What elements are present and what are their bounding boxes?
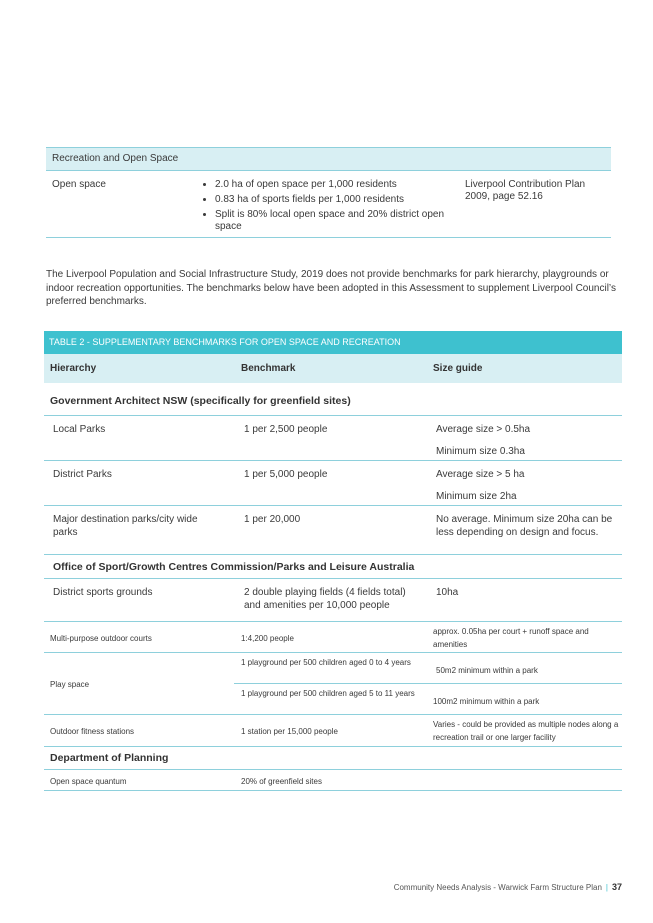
footer-divider: |: [605, 883, 608, 892]
hierarchy-cell: District Parks: [53, 469, 112, 480]
table-row: [44, 506, 622, 555]
table-row: [44, 416, 622, 461]
section-title: Department of Planning: [50, 752, 169, 764]
table2-caption: TABLE 2 - SUPPLEMENTARY BENCHMARKS FOR OPEN SPACE AND RECREATION: [44, 331, 622, 354]
benchmark-cell: 1 station per 15,000 people: [241, 727, 338, 736]
section-heading-gansw: [44, 383, 622, 416]
page-footer: [394, 882, 622, 892]
table1-bullet-list: [201, 179, 460, 236]
list-item: • 2.0 ha of open space per 1,000 residents: [215, 179, 460, 191]
benchmark-cell: 1 per 2,500 people: [244, 424, 328, 435]
hierarchy-cell: Play space: [50, 680, 90, 689]
size-cell: No average. Minimum size 20ha can be less depending on design and focus.: [436, 514, 613, 538]
section-heading-office-of-sport: [44, 555, 622, 579]
hierarchy-cell: Multi-purpose outdoor courts: [50, 634, 152, 643]
list-item: • Split is 80% local open space and 20% district open space: [215, 209, 460, 233]
supplementary-benchmarks-table: [44, 331, 622, 791]
hierarchy-cell: Local Parks: [53, 424, 106, 435]
hierarchy-cell: Major destination parks/city wide parks: [53, 514, 198, 538]
table-row: [44, 579, 622, 622]
hierarchy-cell: District sports grounds: [53, 587, 153, 598]
table2-column-headers: [44, 354, 622, 383]
table1-header: Recreation and Open Space: [46, 147, 611, 171]
table1-category: Open space: [52, 179, 106, 190]
table-row: [46, 171, 611, 238]
recreation-open-space-table: [46, 147, 611, 238]
benchmark-cell: 1 per 5,000 people: [244, 469, 328, 480]
hierarchy-cell: Open space quantum: [50, 777, 127, 786]
size-cell: Average size > 5 ha: [436, 469, 525, 480]
size-cell: 10ha: [436, 587, 459, 598]
size-cell: 100m2 minimum within a park: [433, 697, 540, 706]
benchmark-cell: 1:4,200 people: [241, 634, 294, 643]
size-cell: Minimum size 0.3ha: [436, 446, 525, 457]
section-title: Office of Sport/Growth Centres Commission/Parks and Leisure Australia: [53, 561, 415, 573]
table1-source: Liverpool Contribution Plan 2009, page 52.16: [465, 179, 586, 202]
benchmark-cell: 20% of greenfield sites: [241, 777, 322, 786]
benchmark-cell: 1 playground per 500 children aged 0 to 4 years: [241, 658, 411, 667]
size-cell: 50m2 minimum within a park: [436, 666, 538, 675]
row-divider: [234, 683, 622, 684]
size-cell: Varies - could be provided as multiple nodes along a recreation trail or one larger facility: [433, 720, 619, 742]
benchmark-cell: 2 double playing fields (4 fields total) and amenities per 10,000 people: [244, 587, 406, 611]
footer-title: Community Needs Analysis - Warwick Farm Structure Plan: [393, 883, 602, 892]
list-item: • 0.83 ha of sports fields per 1,000 residents: [215, 194, 460, 206]
body-paragraph: The Liverpool Population and Social Infrastructure Study, 2019 does not provide benchmarks for park hierarchy, playgrounds or indoor recreation opportunities. The benchmarks below have been adopted in this Assessment to supplement Liverpool Council’s preferred benchmarks.: [46, 269, 616, 307]
column-header-hierarchy: Hierarchy: [50, 363, 97, 374]
size-cell: approx. 0.05ha per court + runoff space and amenities: [433, 627, 589, 649]
table-row: [44, 461, 622, 506]
column-header-size-guide: Size guide: [433, 363, 483, 374]
table-row: [44, 715, 622, 747]
table-row: [44, 622, 622, 653]
size-cell: Average size > 0.5ha: [436, 424, 531, 435]
table-row: [44, 770, 622, 791]
section-title: Government Architect NSW (specifically for greenfield sites): [50, 395, 351, 407]
benchmark-cell: 1 per 20,000: [244, 514, 301, 525]
size-cell: Minimum size 2ha: [436, 491, 517, 502]
page-number: 37: [611, 882, 622, 892]
benchmark-cell: 1 playground per 500 children aged 5 to 11 years: [241, 689, 415, 698]
table-row: [44, 653, 622, 715]
hierarchy-cell: Outdoor fitness stations: [50, 727, 135, 736]
section-heading-department-of-planning: [44, 747, 622, 770]
column-header-benchmark: Benchmark: [241, 363, 296, 374]
